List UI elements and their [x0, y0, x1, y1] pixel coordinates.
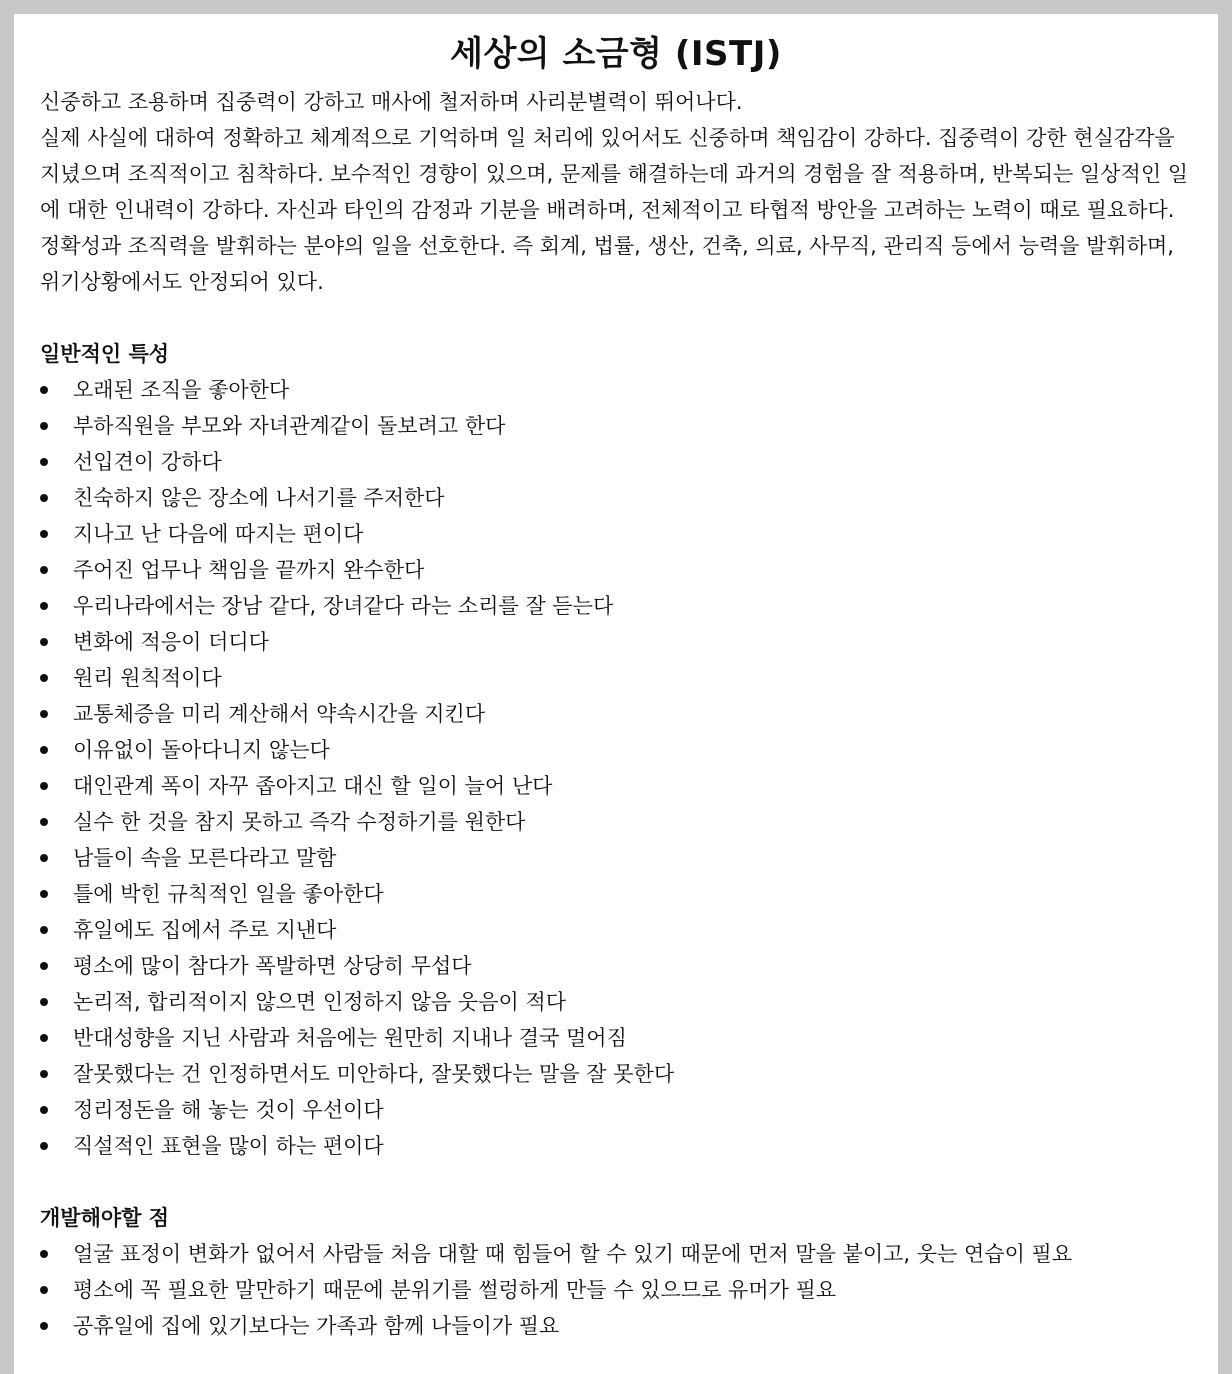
list-item	[40, 552, 1192, 588]
list-item-text: 평소에 꼭 필요한 말만하기 때문에 분위기를 썰렁하게 만들 수 있으므로 유머가 필요	[73, 1278, 837, 1302]
list-item-text: 휴일에도 집에서 주로 지낸다	[73, 918, 337, 942]
list-item-text: 지나고 난 다음에 따지는 편이다	[73, 522, 364, 546]
list-item	[40, 444, 1192, 480]
bullet-icon	[40, 674, 48, 682]
list-item-text: 평소에 많이 참다가 폭발하면 상당히 무섭다	[73, 954, 472, 978]
list-item	[40, 948, 1192, 984]
list-item	[40, 660, 1192, 696]
list-item-text: 논리적, 합리적이지 않으면 인정하지 않음 웃음이 적다	[73, 990, 567, 1014]
list-item-text: 오래된 조직을 좋아한다	[73, 378, 290, 402]
bullet-icon	[40, 1286, 48, 1294]
bullet-icon	[40, 1322, 48, 1330]
bullet-icon	[40, 1106, 48, 1114]
bullet-icon	[40, 1250, 48, 1258]
bullet-icon	[40, 458, 48, 466]
bullet-icon	[40, 1142, 48, 1150]
list-item	[40, 768, 1192, 804]
list-item-text: 남들이 속을 모른다라고 말함	[73, 846, 337, 870]
document-page	[14, 14, 1218, 1374]
list-item	[40, 1020, 1192, 1056]
list-item-text: 이유없이 돌아다니지 않는다	[73, 738, 330, 762]
section-spacer	[14, 1164, 1218, 1200]
list-item	[40, 912, 1192, 948]
list-item	[40, 696, 1192, 732]
list-item-text: 반대성향을 지닌 사람과 처음에는 원만히 지내나 결국 멀어짐	[73, 1026, 627, 1050]
list-item-text: 부하직원을 부모와 자녀관계같이 돌보려고 한다	[73, 414, 506, 438]
bullet-icon	[40, 1070, 48, 1078]
list-item-text: 정리정돈을 해 놓는 것이 우선이다	[73, 1098, 384, 1122]
list-item-text: 얼굴 표정이 변화가 없어서 사람들 처음 대할 때 힘들어 할 수 있기 때문에 먼저 말을 붙이고, 웃는 연습이 필요	[73, 1242, 1073, 1266]
list-item	[40, 1128, 1192, 1164]
list-item-text: 실수 한 것을 참지 못하고 즉각 수정하기를 원한다	[73, 810, 526, 834]
intro-section	[14, 84, 1218, 300]
list-item	[40, 624, 1192, 660]
bullet-icon	[40, 926, 48, 934]
traits-list	[14, 372, 1218, 1164]
list-item-text: 틀에 박힌 규칙적인 일을 좋아한다	[73, 882, 384, 906]
bullet-icon	[40, 494, 48, 502]
bullet-icon	[40, 746, 48, 754]
bullet-icon	[40, 998, 48, 1006]
bullet-icon	[40, 566, 48, 574]
traits-heading: 일반적인 특성	[40, 342, 170, 366]
bullet-icon	[40, 782, 48, 790]
list-item-text: 원리 원칙적이다	[73, 666, 222, 690]
bullet-icon	[40, 962, 48, 970]
list-item	[40, 1092, 1192, 1128]
list-item	[40, 516, 1192, 552]
section-spacer	[14, 300, 1218, 336]
list-item-text: 잘못했다는 건 인정하면서도 미안하다, 잘못했다는 말을 잘 못한다	[73, 1062, 675, 1086]
list-item	[40, 480, 1192, 516]
bullet-icon	[40, 710, 48, 718]
bullet-icon	[40, 890, 48, 898]
bullet-icon	[40, 638, 48, 646]
list-item	[40, 804, 1192, 840]
bullet-icon	[40, 530, 48, 538]
intro-paragraph: 실제 사실에 대하여 정확하고 체계적으로 기억하며 일 처리에 있어서도 신중하며 책임감이 강하다. 집중력이 강한 현실감각을 지녔으며 조직적이고 침착하다. 보수적인 경향이 있으며, 문제를 해결하는데 과거의 경험을 잘 적용하며, 반복되는 일상적인 일에 대한 인내력이 강하다. 자신과 타인의 감정과 기분을 배려하며, 전체적이고 타협적 방안을 고려하는 노력이 때로 필요하다. 정확성과 조직력을 발휘하는 분야의 일을 선호한다. 즉 회계, 법률, 생산, 건축, 의료, 사무직, 관리직 등에서 능력을 발휘하며, 위기상황에서도 안정되어 있다.	[40, 126, 1189, 294]
list-item-text: 선입견이 강하다	[73, 450, 222, 474]
bullet-icon	[40, 1034, 48, 1042]
list-item	[40, 1056, 1192, 1092]
list-item	[40, 1272, 1192, 1308]
list-item-text: 공휴일에 집에 있기보다는 가족과 함께 나들이가 필요	[73, 1314, 560, 1338]
bullet-icon	[40, 386, 48, 394]
bullet-icon	[40, 422, 48, 430]
list-item-text: 대인관계 폭이 자꾸 좁아지고 대신 할 일이 늘어 난다	[73, 774, 553, 798]
intro-line-1: 신중하고 조용하며 집중력이 강하고 매사에 철저하며 사리분별력이 뛰어나다.	[40, 90, 743, 114]
page-title: 세상의 소금형 (ISTJ)	[450, 34, 782, 74]
list-item	[40, 588, 1192, 624]
bullet-icon	[40, 818, 48, 826]
list-item-text: 주어진 업무나 책임을 끝까지 완수한다	[73, 558, 425, 582]
list-item	[40, 876, 1192, 912]
list-item	[40, 840, 1192, 876]
list-item-text: 변화에 적응이 더디다	[73, 630, 269, 654]
development-heading: 개발해야할 점	[40, 1206, 170, 1230]
list-item	[40, 732, 1192, 768]
list-item	[40, 1236, 1192, 1272]
bullet-icon	[40, 854, 48, 862]
development-list	[14, 1236, 1218, 1344]
list-item	[40, 984, 1192, 1020]
list-item-text: 우리나라에서는 장남 같다, 장녀같다 라는 소리를 잘 듣는다	[73, 594, 614, 618]
list-item-text: 친숙하지 않은 장소에 나서기를 주저한다	[73, 486, 445, 510]
list-item-text: 교통체증을 미리 계산해서 약속시간을 지킨다	[73, 702, 486, 726]
list-item	[40, 372, 1192, 408]
list-item	[40, 1308, 1192, 1344]
list-item	[40, 408, 1192, 444]
bullet-icon	[40, 602, 48, 610]
list-item-text: 직설적인 표현을 많이 하는 편이다	[73, 1134, 384, 1158]
